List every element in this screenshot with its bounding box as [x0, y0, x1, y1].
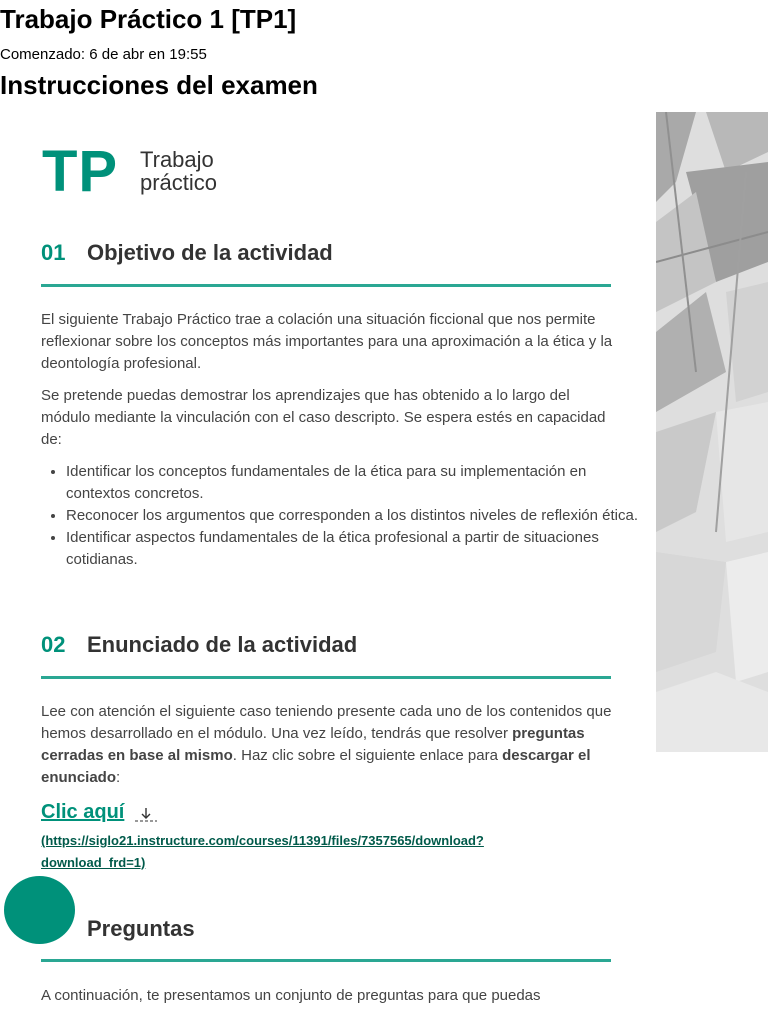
download-icon[interactable]: [134, 806, 158, 829]
objetivo-paragraph-1: El siguiente Trabajo Práctico trae a colación una situación ficcional que nos permite reflexionar sobre los conceptos más importantes para una aproximación a la ética y la deontología profesional.: [41, 311, 613, 372]
geometric-structure-illustration: [656, 112, 768, 752]
objetivo-paragraph-2: Se pretende puedas demostrar los aprendizajes que has obtenido a lo largo del módulo mediante la vinculación con el caso descripto. Se espera estés en capacidad de:: [41, 387, 606, 448]
preguntas-paragraph: A continuación, te presentamos un conjunto de preguntas para que puedas: [41, 987, 541, 1004]
enunciado-emphasis: descargar el enunciado: [41, 747, 591, 786]
section-title: Enunciado de la actividad: [87, 632, 358, 657]
page-title: Trabajo Práctico 1 [TP1]: [0, 4, 297, 34]
objetivo-list: [41, 461, 638, 571]
section-number: 02: [41, 632, 66, 657]
started-timestamp: Comenzado: 6 de abr en 19:55: [0, 46, 207, 63]
enunciado-text: . Haz clic sobre el siguiente enlace para: [232, 747, 503, 764]
enunciado-text: :: [116, 769, 121, 786]
enunciado-text: Lee con atención el siguiente caso teniendo presente cada uno de los contenidos que hemos desarrollado en el módulo. Una vez leído, tendrás que resolver: [41, 703, 612, 742]
list-item: • Identificar los conceptos fundamentales de la ética para su implementación en contextos concretos.: [66, 461, 638, 505]
enunciado-paragraph: [41, 701, 613, 789]
architecture-image: [656, 112, 768, 752]
download-link[interactable]: Clic aquí: [41, 801, 125, 823]
section-divider: [41, 676, 611, 679]
enunciado-emphasis: preguntas cerradas en base al mismo: [41, 725, 585, 764]
section-title: Preguntas: [87, 916, 195, 941]
section-number: 01: [41, 240, 66, 265]
list-item: • Reconocer los argumentos que corresponden a los distintos niveles de reflexión ética.: [66, 505, 638, 527]
section-number-circle: [4, 876, 75, 944]
logo-caption: [140, 148, 260, 194]
logo-line-2: práctico: [140, 170, 218, 195]
logo-line-1: Trabajo: [140, 147, 214, 172]
section-title: Objetivo de la actividad: [87, 240, 333, 265]
instructions-heading: Instrucciones del examen: [0, 70, 318, 100]
list-item: • Identificar aspectos fundamentales de la ética profesional a partir de situaciones cotidianas.: [66, 527, 638, 571]
section-divider: [41, 284, 611, 287]
section-divider: [41, 959, 611, 962]
download-url-link[interactable]: (https://siglo21.instructure.com/courses/11391/files/7357565/download?download_frd=1): [41, 833, 484, 870]
logo-tp-letters: TP: [42, 139, 119, 204]
